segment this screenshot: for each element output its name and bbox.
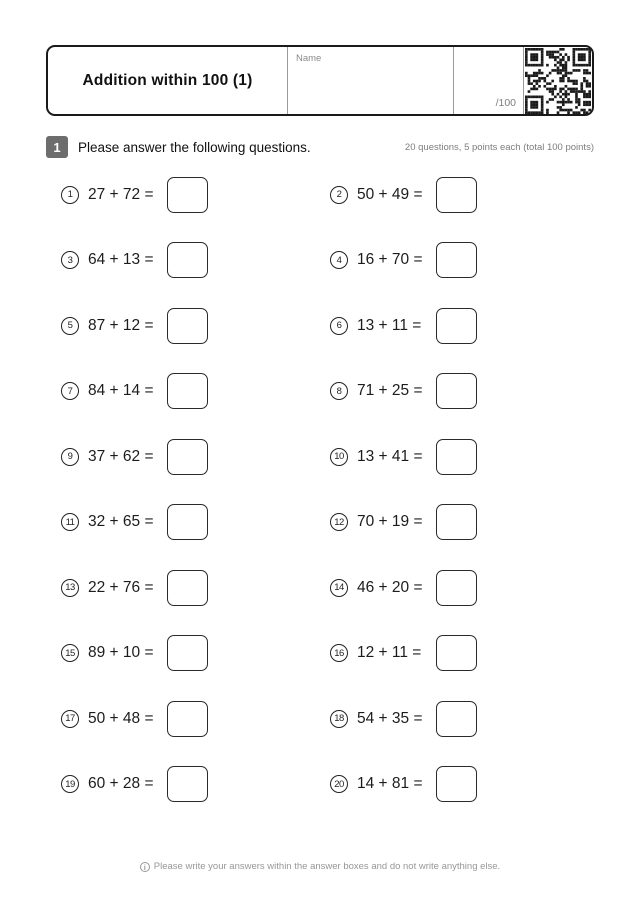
footer-note [0,861,640,872]
question-number: 10 [334,451,344,462]
answer-box[interactable] [436,439,477,475]
answer-box[interactable] [167,570,208,606]
question-row [61,308,330,344]
question-number: 18 [334,713,344,724]
answer-box[interactable] [167,766,208,802]
answer-box[interactable] [436,242,477,278]
question-row [61,570,330,606]
question-row [61,701,330,737]
question-row [61,373,330,409]
question-number-circle [61,251,79,269]
answer-box[interactable] [167,701,208,737]
question-number: 7 [67,385,73,397]
question-expression: 89 + 10 = [88,644,154,662]
question-expression: 16 + 70 = [357,251,423,269]
question-number-circle [330,448,348,466]
question-number-circle [330,251,348,269]
answer-box[interactable] [167,635,208,671]
question-expression: 50 + 49 = [357,185,423,203]
section-points-note: 20 questions, 5 points each (total 100 points) [404,141,594,153]
score-denominator: /100 [495,97,516,109]
question-number: 9 [67,451,73,462]
question-expression: 32 + 65 = [88,513,154,531]
question-number: 13 [65,582,75,593]
answer-box[interactable] [167,439,208,475]
answer-box[interactable] [167,177,208,213]
info-icon: i [140,862,150,872]
name-field[interactable] [287,47,453,114]
question-expression: 13 + 11 = [357,316,422,334]
question-number: 4 [336,254,342,266]
question-number: 17 [65,713,75,724]
question-number: 19 [65,778,75,790]
question-expression: 84 + 14 = [88,382,154,400]
question-expression: 46 + 20 = [357,578,423,596]
question-row [61,439,330,475]
question-row [330,766,599,802]
question-number: 5 [67,320,73,331]
question-number-circle [61,448,79,466]
page-title: Addition within 100 (1) [82,71,253,89]
question-number: 15 [65,647,75,659]
question-expression: 70 + 19 = [357,513,423,531]
answer-box[interactable] [436,766,477,802]
question-row [61,766,330,802]
question-row [61,504,330,540]
question-number-circle [61,186,79,204]
question-expression: 60 + 28 = [88,775,154,793]
question-row [330,242,599,278]
questions-grid [61,162,601,817]
question-expression: 14 + 81 = [357,775,423,793]
question-number-circle [61,579,79,597]
question-expression: 12 + 11 = [357,644,422,662]
score-cell [453,47,523,114]
answer-box[interactable] [167,504,208,540]
question-number-circle [330,644,348,662]
title-cell [48,47,287,114]
question-number: 3 [67,254,73,266]
question-row [330,177,599,213]
question-row [330,373,599,409]
question-expression: 64 + 13 = [88,251,154,269]
question-row [61,635,330,671]
question-expression: 13 + 41 = [357,447,423,465]
question-number: 6 [336,320,342,331]
question-number: 11 [65,516,75,528]
question-number-circle [330,513,348,531]
question-number: 2 [336,189,342,200]
question-number-circle [330,317,348,335]
question-row [61,242,330,278]
question-expression: 22 + 76 = [88,578,154,596]
question-number-circle [61,382,79,400]
qr-code-icon [525,48,591,114]
question-number-circle [330,186,348,204]
answer-box[interactable] [436,308,477,344]
question-expression: 37 + 62 = [88,447,154,465]
answer-box[interactable] [436,570,477,606]
answer-box[interactable] [436,635,477,671]
question-number-circle [330,775,348,793]
question-expression: 50 + 48 = [88,709,154,727]
question-number: 8 [336,385,342,397]
question-row [330,570,599,606]
question-row [61,177,330,213]
question-number-circle [61,775,79,793]
section-instruction: Please answer the following questions. [78,139,311,155]
question-expression: 54 + 35 = [357,709,423,727]
answer-box[interactable] [436,373,477,409]
question-row [330,635,599,671]
name-label: Name [296,53,322,64]
question-row [330,701,599,737]
section-header [46,135,594,159]
question-number-circle [61,710,79,728]
answer-box[interactable] [436,177,477,213]
question-number-circle [330,382,348,400]
footer-note-text: Please write your answers within the answer boxes and do not write anything else. [153,861,501,872]
question-number-circle [330,710,348,728]
answer-box[interactable] [436,504,477,540]
qr-cell [523,47,592,114]
answer-box[interactable] [167,373,208,409]
question-row [330,504,599,540]
section-number-badge: 1 [46,136,68,158]
question-number-circle [61,317,79,335]
question-expression: 27 + 72 = [88,185,154,203]
question-expression: 71 + 25 = [357,382,423,400]
question-row [330,308,599,344]
header [46,45,594,116]
question-number-circle [330,579,348,597]
question-number: 16 [334,647,344,659]
answer-box[interactable] [436,701,477,737]
question-number: 20 [334,778,344,790]
question-number: 1 [67,189,73,200]
question-expression: 87 + 12 = [88,316,154,334]
question-number: 12 [334,516,344,528]
question-number-circle [61,644,79,662]
question-number-circle [61,513,79,531]
question-row [330,439,599,475]
answer-box[interactable] [167,308,208,344]
answer-box[interactable] [167,242,208,278]
question-number: 14 [334,582,344,593]
